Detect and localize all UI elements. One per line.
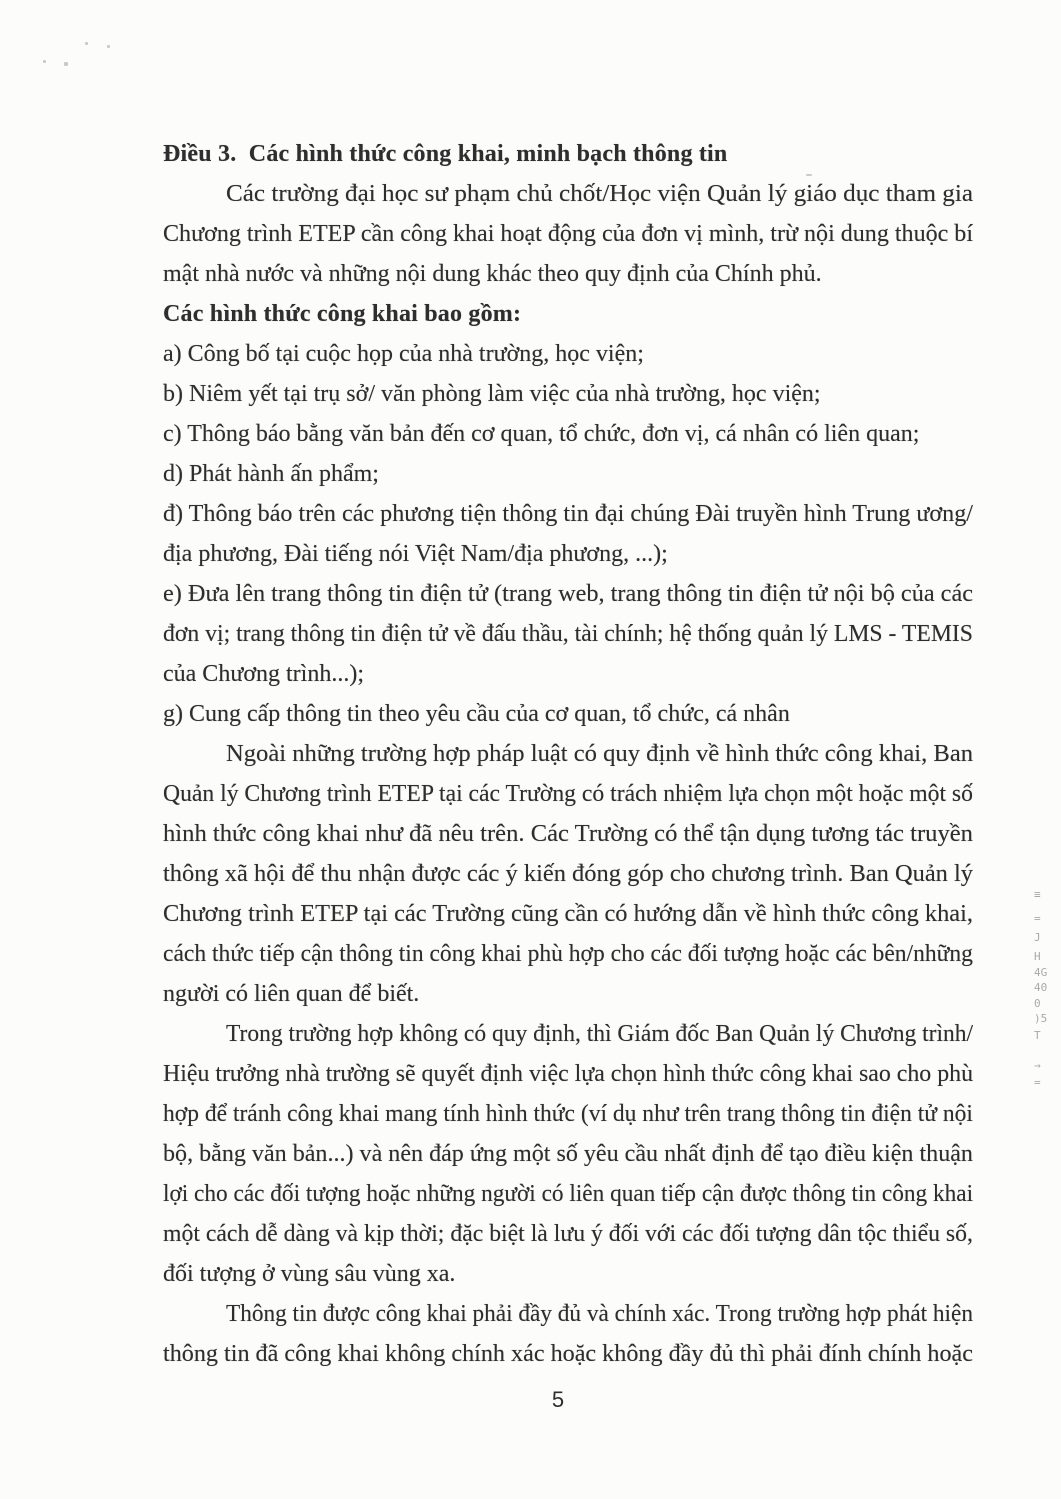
text-run: đ) Thông báo trên các phương tiện thông tin đại chúng Đài truyền hình Trung ương/ <box>163 501 973 527</box>
margin-bleed-mark: 40 <box>1034 981 1048 994</box>
text-run: Chương trình ETEP tại các Trường cũng cần có hướng dẫn về hình thức công khai, <box>163 901 973 927</box>
text-run: thông tin đã công khai không chính xác hoặc không đầy đủ thì phải đính chính hoặc <box>163 1341 974 1367</box>
margin-bleed-mark: = <box>1034 1076 1041 1089</box>
responsibility-paragraph-line <box>163 814 973 854</box>
text-run: bộ, bằng văn bản...) và nên đáp ứng một số yêu cầu nhất định để tạo điều kiện thuận <box>163 1141 973 1167</box>
text-run: b) Niêm yết tại trụ sở/ văn phòng làm việc của nhà trường, học viện; <box>163 381 821 407</box>
item-e-line <box>163 614 973 654</box>
margin-bleed-mark: T <box>1034 1029 1041 1042</box>
scan-speck <box>43 60 46 63</box>
text-run: Trong trường hợp không có quy định, thì Giám đốc Ban Quản lý Chương trình/ <box>226 1021 974 1047</box>
text-run: đơn vị; trang thông tin điện tử về đấu thầu, tài chính; hệ thống quản lý LMS - TEMIS <box>163 621 973 647</box>
text-run: a) Công bố tại cuộc họp của nhà trường, học viện; <box>163 341 644 367</box>
responsibility-paragraph-line <box>163 934 973 974</box>
text-run: Ngoài những trường hợp pháp luật có quy định về hình thức công khai, Ban <box>226 741 974 767</box>
item-dd-line <box>163 534 973 574</box>
no-regulation-paragraph-line <box>163 1254 973 1294</box>
item-e-line <box>163 574 973 614</box>
page-number: 5 <box>551 1387 565 1412</box>
item-g-line <box>163 694 973 734</box>
margin-bleed-mark: ≡ <box>1034 888 1041 901</box>
margin-bleed-mark: )5 <box>1034 1012 1048 1025</box>
text-run: lợi cho các đối tượng hoặc những người có liên quan tiếp cận được thông tin công khai <box>163 1181 974 1207</box>
scan-speck <box>806 174 812 176</box>
text-run: g) Cung cấp thông tin theo yêu cầu của cơ quan, tổ chức, cá nhân <box>163 701 790 727</box>
accuracy-paragraph-line <box>163 1294 973 1334</box>
forms-heading-line <box>163 294 973 334</box>
text-run: d) Phát hành ấn phẩm; <box>163 461 379 487</box>
item-c-line <box>163 414 973 454</box>
responsibility-paragraph-line <box>163 854 973 894</box>
intro-paragraph-line <box>163 174 973 214</box>
text-run: Điều 3. Các hình thức công khai, minh bạch thông tin <box>163 141 728 167</box>
margin-bleed-mark: = <box>1034 912 1041 925</box>
item-a-line <box>163 334 973 374</box>
text-run: người có liên quan để biết. <box>163 981 420 1007</box>
text-run: cách thức tiếp cận thông tin công khai phù hợp cho các đối tượng hoặc các bên/những <box>163 941 973 967</box>
text-run: một cách dễ dàng và kịp thời; đặc biệt là lưu ý đối với các đối tượng dân tộc thiểu số, <box>163 1221 973 1247</box>
text-run: Chương trình ETEP cần công khai hoạt động của đơn vị mình, trừ nội dung thuộc bí <box>163 221 974 247</box>
text-run: hình thức công khai như đã nêu trên. Các Trường có thể tận dụng tương tác truyền <box>163 821 974 847</box>
text-run: Các hình thức công khai bao gồm: <box>163 301 522 327</box>
margin-bleed-mark: → <box>1034 1059 1041 1072</box>
text-run: hợp để tránh công khai mang tính hình thức (ví dụ như trên trang thông tin điện tử nội <box>163 1101 973 1127</box>
no-regulation-paragraph-line <box>163 1134 973 1174</box>
text-run: e) Đưa lên trang thông tin điện tử (trang web, trang thông tin điện tử nội bộ của các <box>163 581 974 607</box>
text-run: thông xã hội để thu nhận được các ý kiến đóng góp cho chương trình. Ban Quản lý <box>163 861 974 887</box>
no-regulation-paragraph-line <box>163 1174 973 1214</box>
no-regulation-paragraph-line <box>163 1014 973 1054</box>
text-run: địa phương, Đài tiếng nói Việt Nam/địa phương, ...); <box>163 541 668 567</box>
text-run: Quản lý Chương trình ETEP tại các Trường có trách nhiệm lựa chọn một hoặc một số <box>163 781 973 807</box>
document-content <box>163 134 973 1374</box>
scan-speck <box>64 62 68 66</box>
item-b-line <box>163 374 973 414</box>
text-run: đối tượng ở vùng sâu vùng xa. <box>163 1261 456 1287</box>
item-e-line <box>163 654 973 694</box>
responsibility-paragraph-line <box>163 974 973 1014</box>
text-run: của Chương trình...); <box>163 661 364 687</box>
item-d-line <box>163 454 973 494</box>
margin-bleed-mark: 0 <box>1034 997 1041 1010</box>
responsibility-paragraph-line <box>163 894 973 934</box>
scan-speck <box>107 45 110 48</box>
no-regulation-paragraph-line <box>163 1214 973 1254</box>
margin-bleed-mark: 4G <box>1034 966 1048 979</box>
scan-speck <box>85 42 88 45</box>
no-regulation-paragraph-line <box>163 1054 973 1094</box>
text-run: mật nhà nước và những nội dung khác theo quy định của Chính phủ. <box>163 261 822 287</box>
text-run: c) Thông báo bằng văn bản đến cơ quan, tổ chức, đơn vị, cá nhân có liên quan; <box>163 421 920 447</box>
article-3-heading-line <box>163 134 973 174</box>
text-run: Hiệu trưởng nhà trường sẽ quyết định việc lựa chọn hình thức công khai sao cho phù <box>163 1061 974 1087</box>
text-run: Các trường đại học sư phạm chủ chốt/Học viện Quản lý giáo dục tham gia <box>226 181 974 207</box>
margin-bleed-mark: J <box>1034 931 1041 944</box>
intro-paragraph-line <box>163 214 973 254</box>
intro-paragraph-line <box>163 254 973 294</box>
text-run: Thông tin được công khai phải đầy đủ và chính xác. Trong trường hợp phát hiện <box>226 1301 973 1327</box>
margin-bleed-mark: H <box>1034 950 1041 963</box>
item-dd-line <box>163 494 973 534</box>
accuracy-paragraph-line <box>163 1334 973 1374</box>
no-regulation-paragraph-line <box>163 1094 973 1134</box>
responsibility-paragraph-line <box>163 774 973 814</box>
responsibility-paragraph-line <box>163 734 973 774</box>
